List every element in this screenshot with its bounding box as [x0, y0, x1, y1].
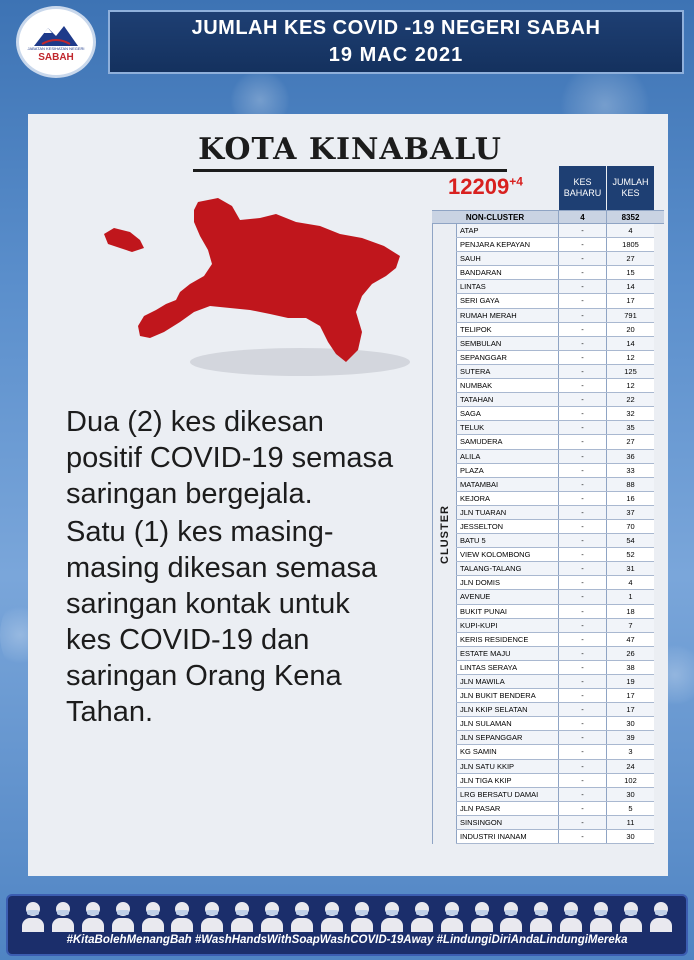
cluster-new-cases: - [558, 830, 606, 843]
cluster-name: KUPI-KUPI [456, 619, 558, 632]
non-cluster-new: 4 [558, 211, 606, 223]
cluster-new-cases: - [558, 506, 606, 519]
cluster-total-cases: 15 [606, 266, 654, 279]
cluster-new-cases: - [558, 703, 606, 716]
cluster-new-cases: - [558, 294, 606, 307]
table-row [456, 548, 654, 562]
table-row [456, 407, 654, 421]
table-row [456, 323, 654, 337]
cluster-total-cases: 19 [606, 675, 654, 688]
header-banner [108, 10, 684, 74]
table-row [456, 802, 654, 816]
cluster-total-cases: 17 [606, 703, 654, 716]
cluster-new-cases: - [558, 393, 606, 406]
cluster-name: JLN DOMIS [456, 576, 558, 589]
cluster-new-cases: - [558, 323, 606, 336]
person-icon [112, 902, 134, 932]
cluster-total-cases: 18 [606, 605, 654, 618]
table-row [456, 745, 654, 759]
table-row [456, 703, 654, 717]
cluster-name: JLN KKIP SELATAN [456, 703, 558, 716]
cluster-total-cases: 38 [606, 661, 654, 674]
table-row [456, 464, 654, 478]
cluster-total-cases: 791 [606, 309, 654, 322]
table-row [456, 717, 654, 731]
cluster-new-cases: - [558, 745, 606, 758]
cluster-name: INDUSTRI INANAM [456, 830, 558, 843]
cluster-name: KG SAMIN [456, 745, 558, 758]
cluster-total-cases: 102 [606, 774, 654, 787]
cluster-name: SEMBULAN [456, 337, 558, 350]
cluster-name: JLN PASAR [456, 802, 558, 815]
cluster-name: TELIPOK [456, 323, 558, 336]
table-row [456, 675, 654, 689]
cluster-new-cases: - [558, 576, 606, 589]
table-row [456, 280, 654, 294]
person-icon [321, 902, 343, 932]
cluster-name: VIEW KOLOMBONG [456, 548, 558, 561]
table-row [456, 576, 654, 590]
cluster-table [432, 166, 664, 844]
table-row [456, 379, 654, 393]
cluster-total-cases: 12 [606, 351, 654, 364]
cluster-name: SAUH [456, 252, 558, 265]
cluster-total-cases: 52 [606, 548, 654, 561]
table-row [456, 774, 654, 788]
cluster-total-cases: 39 [606, 731, 654, 744]
cluster-new-cases: - [558, 605, 606, 618]
cluster-name: JLN TUARAN [456, 506, 558, 519]
total-cases-value: 12209 [448, 174, 510, 199]
cluster-name: MATAMBAI [456, 478, 558, 491]
cluster-name: LINTAS SERAYA [456, 661, 558, 674]
cluster-total-cases: 27 [606, 435, 654, 448]
cluster-total-cases: 1805 [606, 238, 654, 251]
table-row [456, 731, 654, 745]
table-row [456, 520, 654, 534]
person-icon [291, 902, 313, 932]
cluster-new-cases: - [558, 421, 606, 434]
person-icon [381, 902, 403, 932]
cluster-total-cases: 33 [606, 464, 654, 477]
cluster-name: ESTATE MAJU [456, 647, 558, 660]
cluster-name: RUMAH MERAH [456, 309, 558, 322]
table-row [456, 337, 654, 351]
cluster-name: LRG BERSATU DAMAI [456, 788, 558, 801]
cluster-name: TELUK [456, 421, 558, 434]
cluster-name: ALILA [456, 450, 558, 463]
cluster-total-cases: 24 [606, 760, 654, 773]
table-row [456, 506, 654, 520]
cluster-new-cases: - [558, 802, 606, 815]
table-row [456, 562, 654, 576]
table-row [456, 830, 654, 844]
table-row [456, 647, 654, 661]
cluster-name: BATU 5 [456, 534, 558, 547]
cluster-total-cases: 4 [606, 224, 654, 237]
cluster-name: JLN TIGA KKIP [456, 774, 558, 787]
cluster-total-cases: 17 [606, 294, 654, 307]
cluster-total-cases: 30 [606, 717, 654, 730]
person-icon [261, 902, 283, 932]
mountain-icon [34, 22, 78, 46]
cluster-total-cases: 17 [606, 689, 654, 702]
cluster-total-cases: 16 [606, 492, 654, 505]
cluster-new-cases: - [558, 309, 606, 322]
table-row [456, 760, 654, 774]
cluster-name: PLAZA [456, 464, 558, 477]
cluster-total-cases: 36 [606, 450, 654, 463]
table-row [456, 605, 654, 619]
cluster-new-cases: - [558, 478, 606, 491]
cluster-total-cases: 70 [606, 520, 654, 533]
cluster-new-cases: - [558, 337, 606, 350]
cluster-name: KERIS RESIDENCE [456, 633, 558, 646]
non-cluster-total: 8352 [606, 211, 654, 223]
person-icon [142, 902, 164, 932]
cluster-total-cases: 14 [606, 280, 654, 293]
description-para-1: Dua (2) kes dikesan positif COVID-19 semasa saringan bergejala. [66, 406, 394, 510]
person-icon [171, 902, 193, 932]
cluster-name: AVENUE [456, 590, 558, 603]
col-new-cases: KES BAHARU [559, 166, 606, 210]
person-icon [650, 902, 672, 932]
table-row [456, 492, 654, 506]
table-row [456, 252, 654, 266]
person-icon [590, 902, 612, 932]
description [66, 404, 396, 732]
cluster-new-cases: - [558, 647, 606, 660]
description-para-2: Satu (1) kes masing-masing dikesan semasa saringan kontak untuk kes COVID-19 dan saringan Orang Kena Tahan. [66, 516, 378, 728]
cluster-new-cases: - [558, 774, 606, 787]
person-icon [620, 902, 642, 932]
cluster-name: SAMUDERA [456, 435, 558, 448]
table-row [456, 224, 654, 238]
cluster-total-cases: 22 [606, 393, 654, 406]
cluster-new-cases: - [558, 619, 606, 632]
cluster-name: SERI GAYA [456, 294, 558, 307]
person-icon [530, 902, 552, 932]
cluster-name: SUTERA [456, 365, 558, 378]
cluster-new-cases: - [558, 450, 606, 463]
cluster-new-cases: - [558, 675, 606, 688]
table-row [456, 534, 654, 548]
non-cluster-name: NON-CLUSTER [465, 213, 525, 222]
cluster-total-cases: 5 [606, 802, 654, 815]
content-panel [28, 114, 668, 876]
cluster-new-cases: - [558, 760, 606, 773]
cluster-new-cases: - [558, 351, 606, 364]
cluster-total-cases: 3 [606, 745, 654, 758]
cluster-name: TATAHAN [456, 393, 558, 406]
district-title: KOTA KINABALU [193, 132, 507, 172]
table-row [456, 393, 654, 407]
cluster-new-cases: - [558, 435, 606, 448]
person-icon [500, 902, 522, 932]
cluster-new-cases: - [558, 731, 606, 744]
cluster-new-cases: - [558, 562, 606, 575]
cluster-total-cases: 37 [606, 506, 654, 519]
person-icon [52, 902, 74, 932]
sabah-health-logo [16, 6, 96, 78]
person-icon [471, 902, 493, 932]
cluster-new-cases: - [558, 252, 606, 265]
page-date: 19 MAC 2021 [328, 44, 464, 66]
table-row [456, 590, 654, 604]
cluster-name: JLN SULAMAN [456, 717, 558, 730]
cluster-new-cases: - [558, 717, 606, 730]
cluster-name: ATAP [456, 224, 558, 237]
table-row [456, 633, 654, 647]
person-icon [560, 902, 582, 932]
page-title: JUMLAH KES COVID -19 NEGERI SABAH [191, 17, 601, 39]
cluster-name: JESSELTON [456, 520, 558, 533]
person-icon [441, 902, 463, 932]
cluster-label-text: CLUSTER [438, 504, 451, 564]
col-total-cases: JUMLAH KES [607, 166, 654, 210]
footer-bar [6, 894, 688, 956]
cluster-new-cases: - [558, 266, 606, 279]
logo-subtext: JABATAN KESIHATAN NEGERI [27, 45, 85, 51]
table-row [456, 421, 654, 435]
cluster-new-cases: - [558, 238, 606, 251]
cluster-new-cases: - [558, 464, 606, 477]
cluster-name: JLN SATU KKIP [456, 760, 558, 773]
frontliner-figures [8, 896, 686, 934]
person-icon [82, 902, 104, 932]
cluster-new-cases: - [558, 520, 606, 533]
cluster-new-cases: - [558, 379, 606, 392]
cluster-total-cases: 47 [606, 633, 654, 646]
district-map [100, 192, 410, 392]
cluster-name: BUKIT PUNAI [456, 605, 558, 618]
cluster-name: NUMBAK [456, 379, 558, 392]
cluster-name: BANDARAN [456, 266, 558, 279]
cluster-new-cases: - [558, 407, 606, 420]
table-row [456, 266, 654, 280]
table-row [456, 435, 654, 449]
cluster-new-cases: - [558, 661, 606, 674]
cluster-total-cases: 35 [606, 421, 654, 434]
cluster-total-cases: 26 [606, 647, 654, 660]
cluster-name: LINTAS [456, 280, 558, 293]
cluster-name: JLN SEPANGGAR [456, 731, 558, 744]
cluster-total-cases: 54 [606, 534, 654, 547]
table-row [456, 294, 654, 308]
cluster-total-cases: 125 [606, 365, 654, 378]
cluster-body [432, 224, 664, 844]
cluster-name: PENJARA KEPAYAN [456, 238, 558, 251]
cluster-total-cases: 31 [606, 562, 654, 575]
footer-hashtags: #KitaBolehMenangBah #WashHandsWithSoapWashCOVID-19Away #LindungiDiriAndaLindungiMereka [66, 934, 628, 946]
table-row [456, 351, 654, 365]
cluster-total-cases: 88 [606, 478, 654, 491]
cluster-new-cases: - [558, 788, 606, 801]
cluster-new-cases: - [558, 548, 606, 561]
table-row [456, 816, 654, 830]
cluster-name: JLN BUKIT BENDERA [456, 689, 558, 702]
cluster-new-cases: - [558, 816, 606, 829]
cluster-total-cases: 20 [606, 323, 654, 336]
table-row [456, 478, 654, 492]
table-row [456, 309, 654, 323]
cluster-new-cases: - [558, 590, 606, 603]
cluster-total-cases: 27 [606, 252, 654, 265]
non-cluster-row [432, 210, 664, 224]
cluster-total-cases: 30 [606, 830, 654, 843]
cluster-total-cases: 30 [606, 788, 654, 801]
table-row [456, 619, 654, 633]
cluster-new-cases: - [558, 534, 606, 547]
cluster-new-cases: - [558, 224, 606, 237]
cluster-total-cases: 11 [606, 816, 654, 829]
new-cases-value: +4 [509, 174, 523, 189]
cluster-rows [456, 224, 654, 844]
cluster-name: SINSINGON [456, 816, 558, 829]
cluster-name: JLN MAWILA [456, 675, 558, 688]
table-header [558, 166, 664, 210]
person-icon [351, 902, 373, 932]
table-row [456, 788, 654, 802]
table-row [456, 689, 654, 703]
cluster-name: SEPANGGAR [456, 351, 558, 364]
logo-text: SABAH [38, 51, 74, 63]
person-icon [201, 902, 223, 932]
cluster-total-cases: 1 [606, 590, 654, 603]
cluster-new-cases: - [558, 365, 606, 378]
cluster-label [432, 224, 456, 844]
cluster-total-cases: 12 [606, 379, 654, 392]
cluster-total-cases: 7 [606, 619, 654, 632]
table-row [456, 661, 654, 675]
cluster-new-cases: - [558, 492, 606, 505]
cluster-new-cases: - [558, 689, 606, 702]
cluster-new-cases: - [558, 280, 606, 293]
person-icon [231, 902, 253, 932]
cluster-new-cases: - [558, 633, 606, 646]
cluster-total-cases: 4 [606, 576, 654, 589]
person-icon [411, 902, 433, 932]
person-icon [22, 902, 44, 932]
table-row [456, 450, 654, 464]
cluster-total-cases: 14 [606, 337, 654, 350]
cluster-total-cases: 32 [606, 407, 654, 420]
cluster-name: KEJORA [456, 492, 558, 505]
cluster-name: SAGA [456, 407, 558, 420]
cluster-name: TALANG-TALANG [456, 562, 558, 575]
table-row [456, 365, 654, 379]
table-row [456, 238, 654, 252]
